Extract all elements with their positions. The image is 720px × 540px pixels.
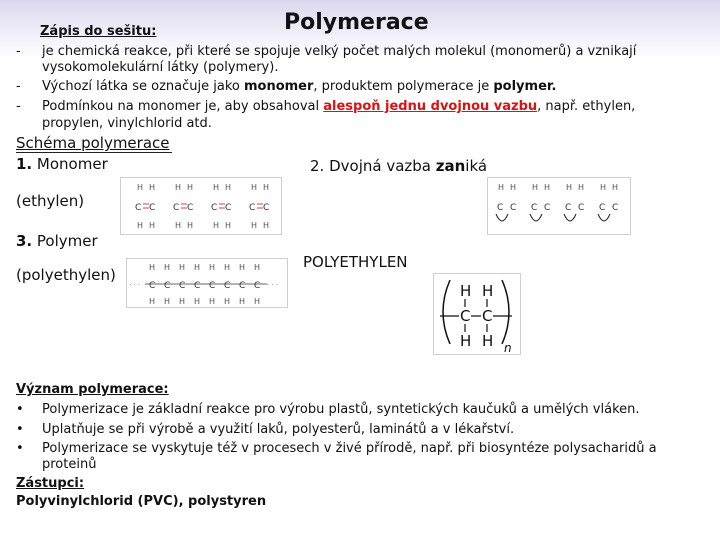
atom-h: H [251, 183, 258, 192]
atom-h: H [254, 263, 261, 272]
opened-unit [598, 183, 618, 221]
bullet-3-line2: propylen, vinylchlorid atd. [42, 116, 212, 131]
significance-item: Polymerizace se vyskytuje též v procesech v živé přírodě, např. při biosyntéze polysacharidů a [42, 441, 657, 456]
chain-dots-left: · · · [129, 281, 141, 289]
step-2-bold: zan [435, 157, 466, 175]
step-2-number: 2. [310, 157, 325, 175]
atom-h: H [263, 221, 270, 230]
atom-c: C [164, 281, 171, 291]
atom-h: H [209, 263, 216, 272]
atom-c: C [510, 203, 517, 213]
atom-c: C [578, 203, 585, 213]
scheme-title: Schéma polymerace [16, 134, 170, 152]
atom-h: H [482, 332, 494, 350]
atom-c: C [211, 203, 218, 213]
atom-c: C [149, 281, 156, 291]
atom-h: H [149, 263, 156, 272]
significance-item: Polymerizace je základní reakce pro výrobu plastů, syntetických kaučuků a umělých vláken. [42, 402, 640, 417]
opened-bond-arc [564, 214, 576, 221]
atom-h: H [600, 183, 607, 192]
atom-c: C [612, 203, 619, 213]
atom-c: C [179, 281, 186, 291]
polymer-note: (polyethylen) [16, 266, 116, 284]
bullet-2-text: Výchozí látka se označuje jako [42, 79, 244, 94]
bullet-3 [42, 99, 635, 114]
atom-h: H [544, 183, 551, 192]
opened-bond-structures [487, 177, 631, 235]
ethylene-molecule [135, 183, 155, 230]
atom-h: H [149, 221, 156, 230]
atom-c: C [482, 307, 493, 325]
atom-c: C [249, 203, 256, 213]
atom-c: C [544, 203, 551, 213]
atom-h: H [239, 263, 246, 272]
atom-c: C [173, 203, 180, 213]
atom-h: H [566, 183, 573, 192]
atom-h: H [224, 263, 231, 272]
monomer-note: (ethylen) [16, 192, 85, 210]
atom-h: H [194, 297, 201, 306]
notes-label: Zápis do sešitu: [40, 24, 157, 39]
step-1-number: 1. [16, 155, 33, 173]
atom-h: H [175, 183, 182, 192]
opened-unit [564, 183, 584, 221]
bullet-2-text: , produktem polymerace je [313, 79, 494, 94]
atom-h: H [224, 297, 231, 306]
bullet-symbol: • [16, 422, 24, 437]
atom-c: C [239, 281, 246, 291]
ethylene-molecule [249, 183, 269, 230]
atom-h: H [263, 183, 270, 192]
bullet-symbol: • [16, 402, 24, 417]
atom-h: H [213, 183, 220, 192]
atom-h: H [612, 183, 619, 192]
atom-h: H [194, 263, 201, 272]
opened-bond-arc [598, 214, 610, 221]
atom-h: H [482, 282, 494, 300]
monomer-structures [120, 177, 282, 235]
atom-h: H [254, 297, 261, 306]
atom-h: H [179, 297, 186, 306]
bullet-dash: - [16, 44, 21, 59]
atom-h: H [532, 183, 539, 192]
atom-c: C [187, 203, 194, 213]
atom-h: H [149, 297, 156, 306]
atom-h: H [460, 332, 472, 350]
atom-h: H [187, 221, 194, 230]
atom-h: H [149, 183, 156, 192]
atom-c: C [225, 203, 232, 213]
atom-c: C [224, 281, 231, 291]
page-title: Polymerace [284, 10, 429, 35]
opened-bond-arc [530, 214, 542, 221]
repeat-n: n [504, 341, 512, 355]
step-3-number: 3. [16, 232, 33, 250]
atom-c: C [599, 203, 606, 213]
atom-h: H [175, 221, 182, 230]
step-3-label: Polymer [36, 232, 98, 250]
atom-h: H [137, 221, 144, 230]
step-3 [16, 232, 98, 250]
atom-h: H [164, 297, 171, 306]
atom-c: C [149, 203, 156, 213]
atom-c: C [135, 203, 142, 213]
opened-unit [496, 183, 516, 221]
atom-c: C [194, 281, 201, 291]
opened-unit [530, 183, 550, 221]
ethylene-molecule [211, 183, 231, 230]
bullet-1-line1: je chemická reakce, při které se spojuje velký počet malých molekul (monomerů) a vznikají [42, 44, 637, 59]
atom-h: H [498, 183, 505, 192]
bullet-symbol: • [16, 441, 24, 456]
polymer-chain [126, 258, 288, 308]
step-2 [310, 157, 487, 175]
examples-text: Polyvinylchlorid (PVC), polystyren [16, 494, 267, 509]
bracket-left [443, 280, 450, 344]
atom-c: C [254, 281, 261, 291]
atom-h: H [460, 282, 472, 300]
repeat-unit-formula [433, 273, 521, 355]
bullet-3-highlight: alespoň jednu dvojnou vazbu [323, 99, 538, 114]
bullet-dash: - [16, 79, 21, 94]
atom-h: H [187, 183, 194, 192]
atom-c: C [565, 203, 572, 213]
bullet-3-text: Podmínkou na monomer je, aby obsahoval [42, 99, 324, 114]
step-1 [16, 155, 108, 173]
step-2-text: Dvojná vazba [329, 157, 436, 175]
atom-h: H [510, 183, 517, 192]
bullet-2-polymer: polymer. [493, 79, 557, 94]
atom-c: C [263, 203, 270, 213]
atom-h: H [209, 297, 216, 306]
polymer-chain-atoms [149, 263, 260, 306]
scheme-title-rule [16, 152, 172, 153]
significance-item-cont: proteinů [42, 457, 97, 472]
atom-h: H [164, 263, 171, 272]
atom-h: H [578, 183, 585, 192]
examples-title: Zástupci: [16, 476, 85, 491]
atom-c: C [531, 203, 538, 213]
ethylene-molecule [173, 183, 193, 230]
bullet-dash: - [16, 99, 21, 114]
bullet-3-text: , např. ethylen, [537, 99, 636, 114]
atom-h: H [225, 183, 232, 192]
atom-h: H [251, 221, 258, 230]
atom-h: H [179, 263, 186, 272]
atom-h: H [213, 221, 220, 230]
atom-c: C [460, 307, 471, 325]
atom-h: H [225, 221, 232, 230]
bracket-right [502, 280, 509, 344]
opened-bond-arc [496, 214, 508, 221]
bullet-2-monomer: monomer [243, 79, 314, 94]
polyethylen-label: POLYETHYLEN [303, 253, 408, 271]
significance-item: Uplatňuje se při výrobě a využití laků, polyesterů, laminátů a v lékařství. [42, 422, 515, 437]
bullet-2 [42, 79, 556, 94]
atom-c: C [209, 281, 216, 291]
significance-title: Význam polymerace: [16, 382, 169, 397]
atom-h: H [239, 297, 246, 306]
chain-dots-right: · · · [267, 281, 279, 289]
step-2-text: iká [465, 157, 488, 175]
atom-h: H [137, 183, 144, 192]
bullet-1-line2: vysokomolekulární látky (polymery). [42, 60, 279, 75]
atom-c: C [497, 203, 504, 213]
step-1-label: Monomer [36, 155, 108, 173]
